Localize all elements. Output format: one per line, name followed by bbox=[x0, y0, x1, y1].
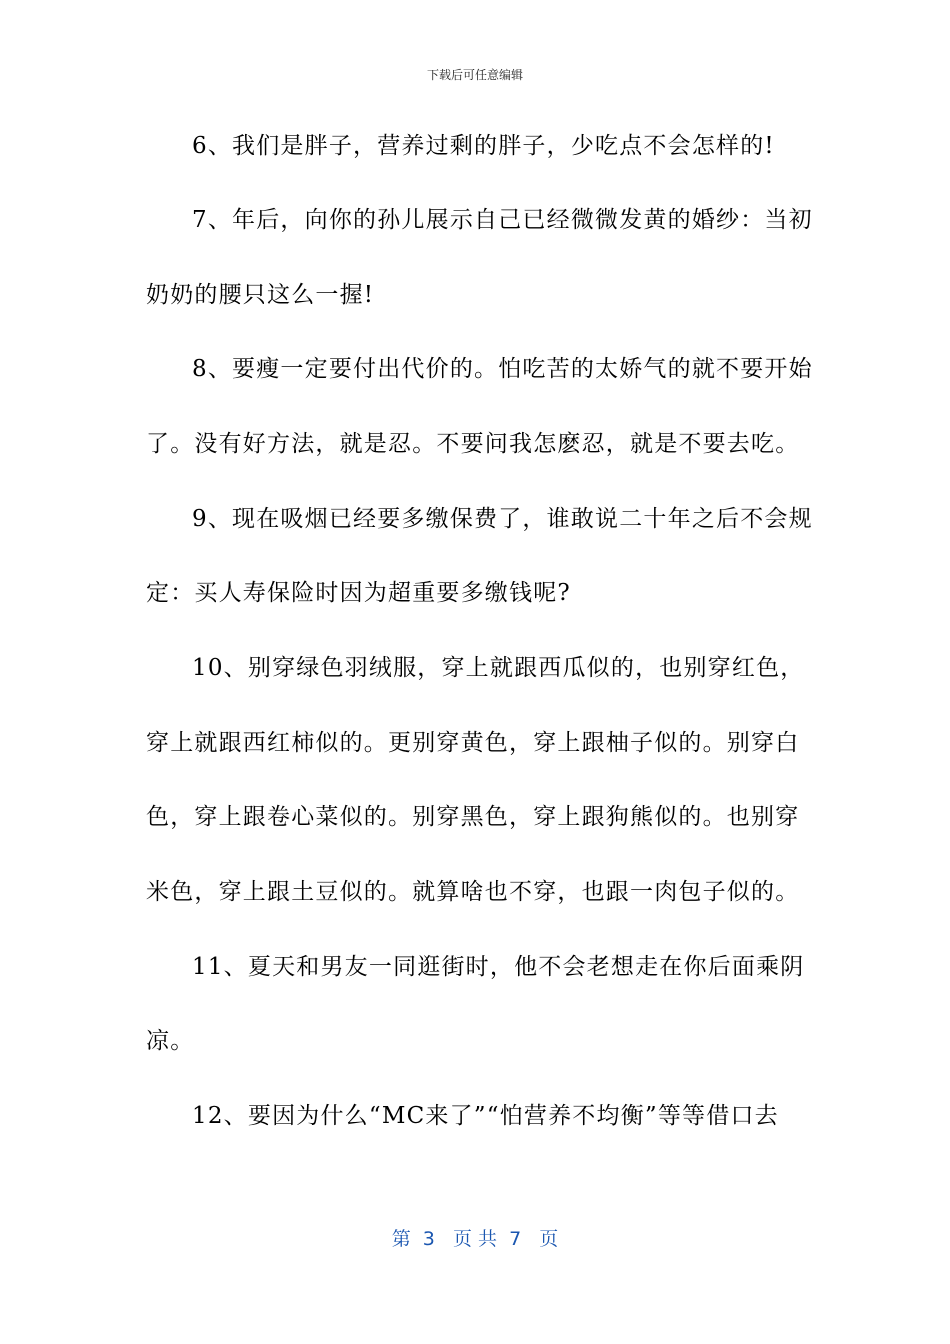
paragraph-8-line-2: 了。没有好方法，就是忍。不要问我怎麽忍，就是不要去吃。 bbox=[146, 431, 800, 457]
paragraph-10-line-4: 米色，穿上跟土豆似的。就算啥也不穿，也跟一肉包子似的。 bbox=[146, 879, 800, 905]
paragraph-7-line-2: 奶奶的腰只这么一握! bbox=[146, 282, 375, 308]
paragraph-12-line-1: 12、要因为什么“MC来了”“怕营养不均衡”等等借口去 bbox=[192, 1103, 779, 1129]
header-note: 下载后可任意编辑 bbox=[426, 68, 523, 82]
paragraph-10-line-1: 10、别穿绿色羽绒服，穿上就跟西瓜似的，也别穿红色， bbox=[192, 655, 805, 681]
paragraph-11-line-2: 凉。 bbox=[146, 1028, 195, 1054]
paragraph-10-line-3: 色，穿上跟卷心菜似的。别穿黑色，穿上跟狗熊似的。也别穿 bbox=[146, 804, 800, 830]
paragraph-9-line-1: 9、现在吸烟已经要多缴保费了，谁敢说二十年之后不会规 bbox=[192, 506, 813, 532]
page-footer: 第 3 页 共 7 页 bbox=[391, 1228, 559, 1250]
paragraph-7-line-1: 7、年后，向你的孙儿展示自己已经微微发黄的婚纱：当初 bbox=[192, 207, 813, 233]
paragraph-9-line-2: 定：买人寿保险时因为超重要多缴钱呢? bbox=[146, 580, 571, 606]
paragraph-11-line-1: 11、夏天和男友一同逛街时，他不会老想走在你后面乘阴 bbox=[192, 954, 805, 980]
paragraph-8-line-1: 8、要瘦一定要付出代价的。怕吃苦的太娇气的就不要开始 bbox=[192, 356, 813, 382]
paragraph-6-line-1: 6、我们是胖子，营养过剩的胖子，少吃点不会怎样的! bbox=[192, 133, 775, 159]
paragraph-10-line-2: 穿上就跟西红柿似的。更别穿黄色，穿上跟柚子似的。别穿白 bbox=[146, 730, 800, 756]
